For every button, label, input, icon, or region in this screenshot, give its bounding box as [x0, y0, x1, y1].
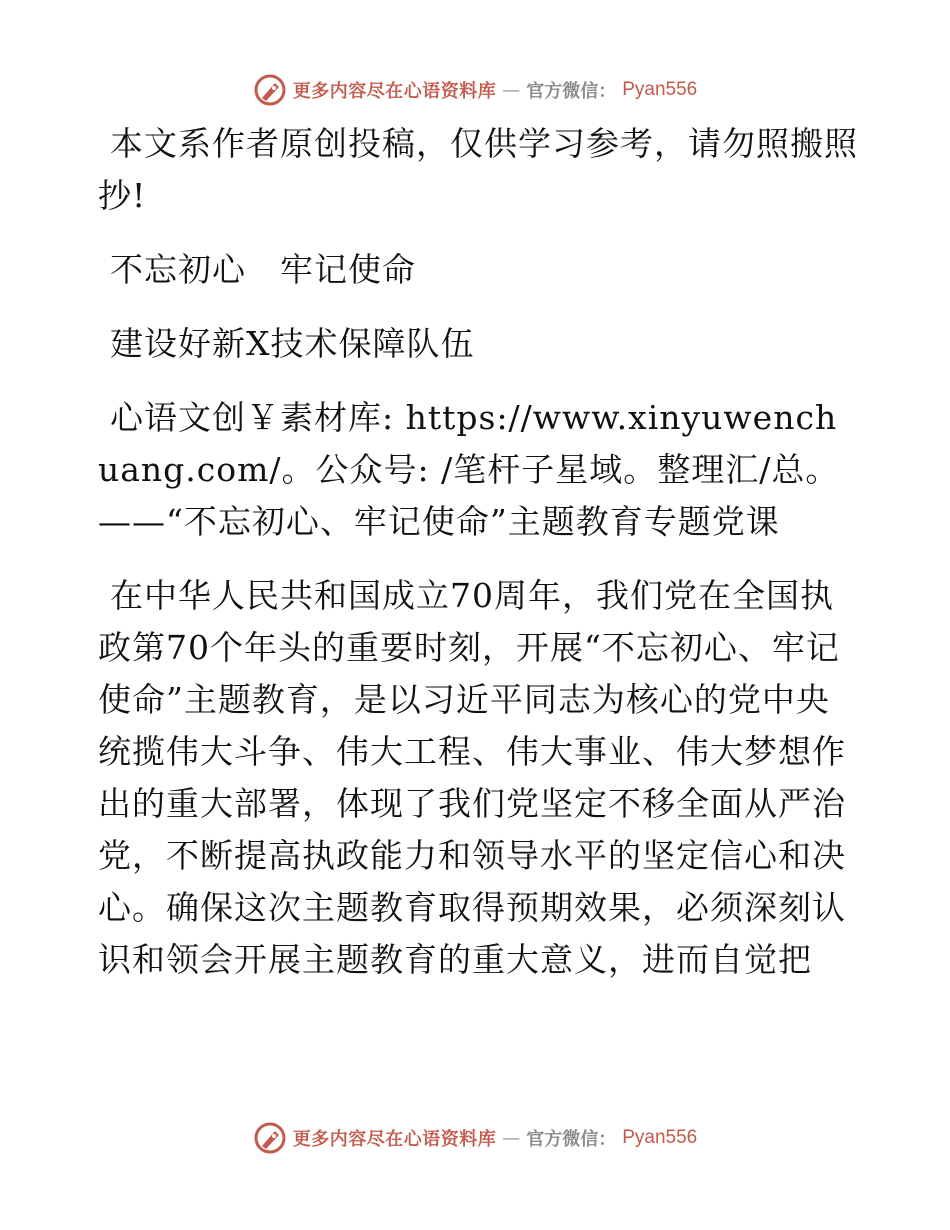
banner-wechat-id: Pyan556	[622, 79, 698, 100]
slogan-line: 不忘初心 牢记使命	[110, 250, 416, 289]
disclaimer-paragraph: 本文系作者原创投稿，仅供学习参考，请勿照搬照抄!	[98, 124, 858, 215]
banner-separator: —	[502, 79, 521, 101]
banner-wechat-label: 官方微信：	[526, 1129, 617, 1150]
banner-wechat-id: Pyan556	[622, 1127, 698, 1148]
pen-nib-logo-icon	[253, 1121, 287, 1155]
header-banner	[0, 70, 950, 110]
footer-banner	[0, 1118, 950, 1158]
banner-wechat-label: 官方微信：	[526, 81, 617, 102]
banner-brand-text: 更多内容尽在心语资料库	[292, 1129, 497, 1150]
document-body	[98, 118, 858, 986]
banner-separator: —	[502, 1127, 521, 1149]
source-paragraph: 心语文创￥素材库: https://www.xinyuwenchuang.com/。公众号: /笔杆子星域。整理汇/总。——“不忘初心、牢记使命”主题教育专题党课	[98, 398, 840, 541]
pen-nib-logo-icon	[253, 73, 287, 107]
banner-brand-text: 更多内容尽在心语资料库	[292, 81, 497, 102]
subtitle-line: 建设好新X技术保障队伍	[110, 324, 475, 363]
body-paragraph: 在中华人民共和国成立70周年，我们党在全国执政第70个年头的重要时刻，开展“不忘初心、牢记使命”主题教育，是以习近平同志为核心的党中央统揽伟大斗争、伟大工程、伟大事业、伟大梦想作出的重大部署，体现了我们党坚定不移全面从严治党，不断提高执政能力和领导水平的坚定信心和决心。确保这次主题教育取得预期效果，必须深刻认识和领会开展主题教育的重大意义，进而自觉把	[98, 576, 846, 979]
